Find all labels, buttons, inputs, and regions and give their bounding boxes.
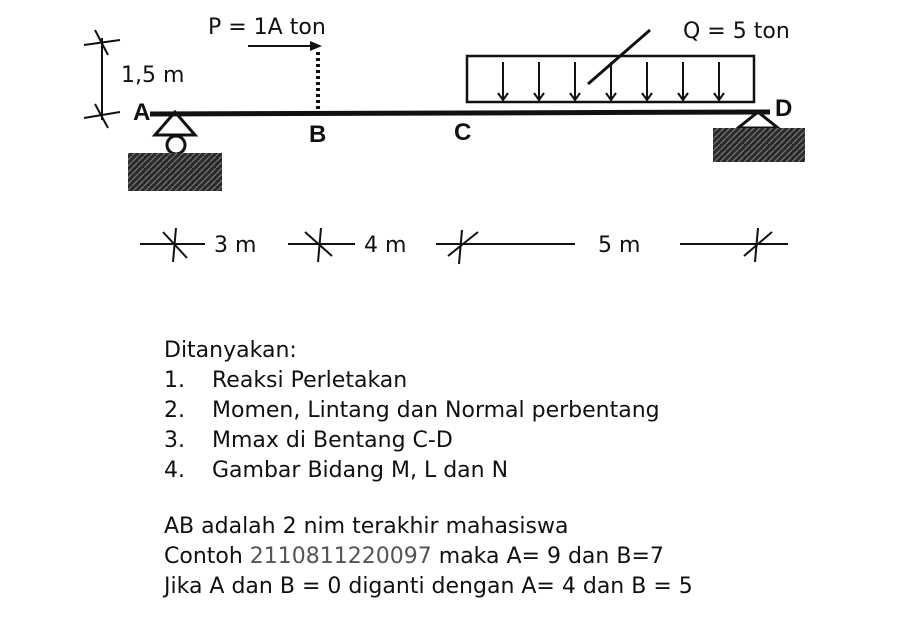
question-block [164, 336, 904, 486]
note-line-2 [164, 542, 904, 572]
question-heading: Ditanyakan: [164, 338, 297, 363]
question-list [164, 366, 904, 486]
node-a-label: A [133, 99, 151, 126]
list-item [164, 426, 904, 456]
note-block [164, 512, 904, 602]
node-d-label: D [775, 95, 793, 122]
item-number: 4. [164, 458, 185, 483]
node-c-label: C [454, 119, 472, 146]
list-item [164, 396, 904, 426]
beam [150, 112, 770, 114]
item-text: Reaksi Perletakan [212, 368, 408, 393]
item-number: 3. [164, 428, 185, 453]
item-number: 2. [164, 398, 185, 423]
node-b-label: B [309, 121, 327, 148]
list-item [164, 456, 904, 486]
note-line-1: AB adalah 2 nim terakhir mahasiswa [164, 514, 569, 539]
item-number: 1. [164, 368, 185, 393]
note-line-2-suffix: maka A= 9 dan B=7 [431, 544, 664, 569]
note-line-3: Jika A dan B = 0 diganti dengan A= 4 dan B = 5 [164, 574, 693, 599]
point-load-p [248, 41, 322, 110]
example-nim: 2110811220097 [249, 544, 432, 569]
list-item [164, 366, 904, 396]
note-line-2-prefix: Contoh [164, 544, 250, 569]
load-q-label: Q = 5 ton [683, 19, 790, 44]
height-label: 1,5 m [121, 63, 185, 88]
span-ab-label: 3 m [214, 233, 257, 258]
item-text: Momen, Lintang dan Normal perbentang [212, 398, 660, 423]
span-cd-label: 5 m [598, 233, 641, 258]
item-text: Mmax di Bentang C-D [212, 428, 453, 453]
load-p-label: P = 1A ton [208, 15, 326, 40]
span-bc-label: 4 m [364, 233, 407, 258]
item-text: Gambar Bidang M, L dan N [212, 458, 509, 483]
